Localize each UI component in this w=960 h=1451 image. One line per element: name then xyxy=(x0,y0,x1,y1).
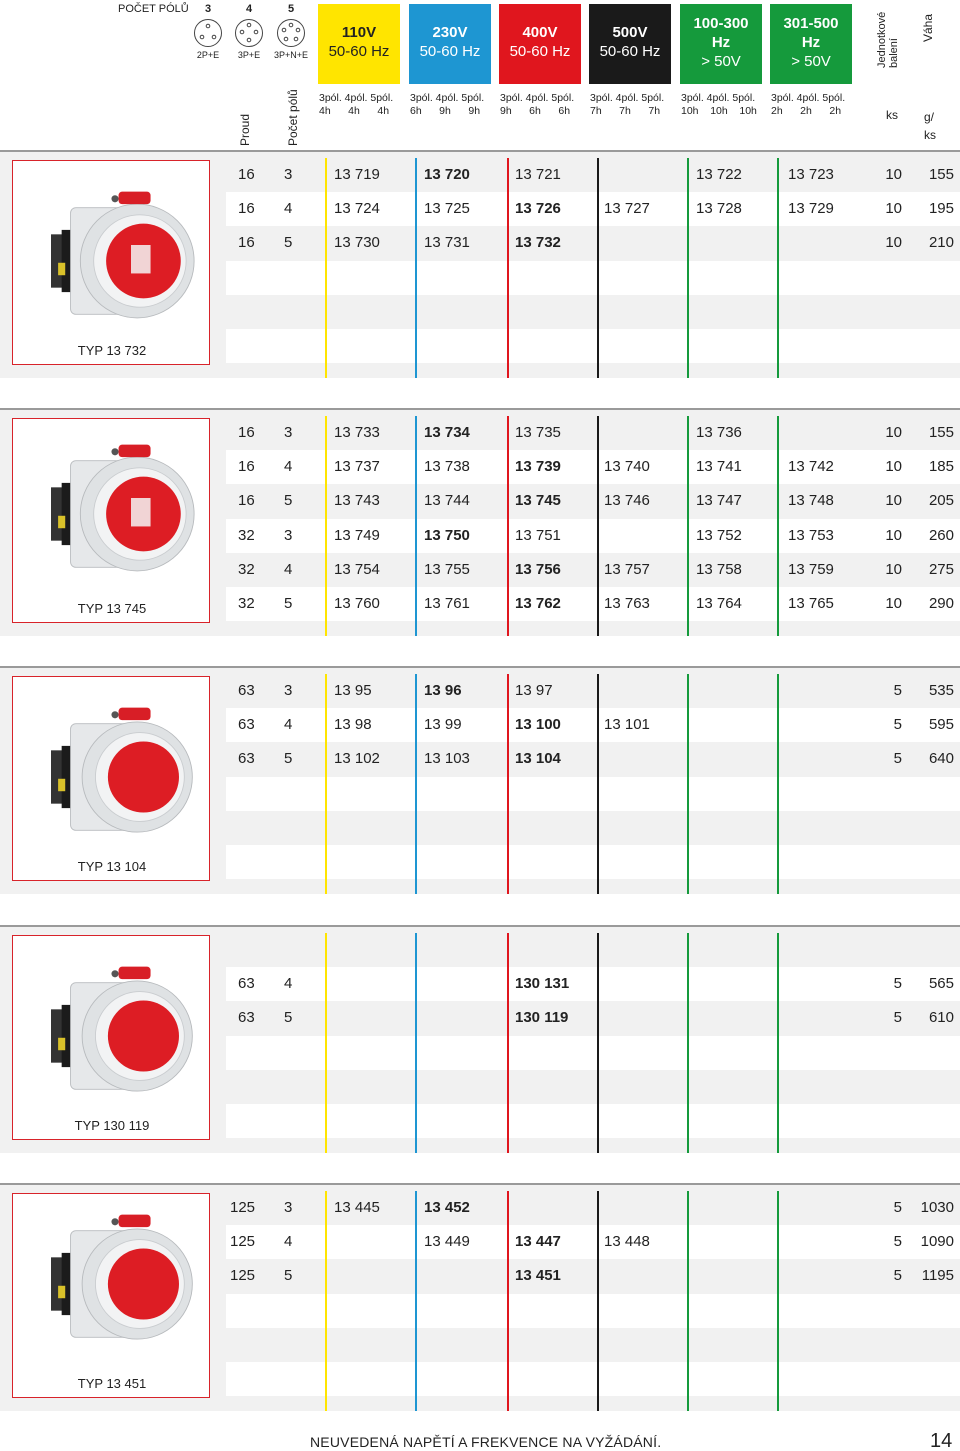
cell-f100: 13 728 xyxy=(696,200,742,218)
voltage-value: 400V xyxy=(522,24,558,41)
voltage-box xyxy=(589,4,671,84)
voltage-column-line xyxy=(507,158,509,378)
cell-ks: 10 xyxy=(885,526,902,544)
cell-poles: 5 xyxy=(284,234,293,252)
cell-v110: 13 737 xyxy=(334,458,380,476)
cell-v400: 13 447 xyxy=(515,1233,561,1251)
row-band xyxy=(226,1001,960,1035)
cell-v400: 13 762 xyxy=(515,595,561,612)
voltage-value: 230V xyxy=(432,24,468,41)
row-band xyxy=(226,1294,960,1328)
cell-proud: 16 xyxy=(238,234,255,252)
cell-v110: 13 754 xyxy=(334,560,380,578)
row-band xyxy=(226,845,960,879)
product-photo xyxy=(12,1193,210,1398)
row-band xyxy=(226,1328,960,1362)
cell-poles: 3 xyxy=(284,166,293,183)
cell-v230: 13 96 xyxy=(424,682,462,699)
cell-poles: 3 xyxy=(284,424,293,441)
cell-v400: 13 735 xyxy=(515,424,561,441)
cell-weight: 155 xyxy=(928,166,954,183)
cell-poles: 4 xyxy=(284,458,293,476)
voltage-column-line xyxy=(597,158,599,378)
cell-v230: 13 738 xyxy=(424,458,470,476)
cell-ks: 10 xyxy=(885,492,902,510)
cell-weight: 155 xyxy=(928,424,954,441)
voltage-column-line xyxy=(415,674,417,894)
pole-hours-label: 3pól. 4pól. 5pól. 4h 4h 4h xyxy=(319,92,394,117)
product-section xyxy=(0,666,960,894)
voltage-column-line xyxy=(325,158,327,378)
cell-v500: 13 727 xyxy=(604,200,650,218)
cell-poles: 4 xyxy=(284,716,293,734)
voltage-box xyxy=(409,4,491,84)
cell-weight: 1195 xyxy=(921,1267,954,1285)
cell-f100: 13 747 xyxy=(696,492,742,510)
cell-f100: 13 764 xyxy=(696,595,742,612)
cell-v400: 13 97 xyxy=(515,682,553,699)
unit-weight: g/ ks xyxy=(924,110,936,142)
cell-f301: 13 742 xyxy=(788,458,834,476)
cell-weight: 1030 xyxy=(920,1199,954,1216)
voltage-column-line xyxy=(507,674,509,894)
cell-f100: 13 758 xyxy=(696,560,742,578)
cell-weight: 640 xyxy=(928,750,954,768)
cell-v500: 13 101 xyxy=(604,716,650,734)
cell-ks: 5 xyxy=(893,1267,902,1285)
cell-weight: 195 xyxy=(928,200,954,218)
cell-poles: 5 xyxy=(284,1267,293,1285)
row-band xyxy=(226,329,960,363)
cell-proud: 125 xyxy=(230,1199,256,1216)
footer-note: NEUVEDENÁ NAPĚTÍ A FREKVENCE NA VYŽÁDÁNÍ. xyxy=(310,1434,662,1450)
cell-f301: 13 729 xyxy=(788,200,834,218)
cell-v110: 13 749 xyxy=(334,526,380,544)
col-current: Proud xyxy=(238,113,252,146)
panel-socket-icon xyxy=(27,1204,203,1364)
cell-ks: 10 xyxy=(885,595,902,612)
voltage-column-line xyxy=(597,933,599,1153)
voltage-value: 301-500 Hz xyxy=(783,15,839,51)
cell-weight: 595 xyxy=(928,716,954,734)
voltage-column-line xyxy=(687,674,689,894)
cell-ks: 10 xyxy=(885,560,902,578)
row-band xyxy=(226,933,960,967)
cell-ks: 10 xyxy=(885,458,902,476)
voltage-column-line xyxy=(597,416,599,636)
cell-v400: 13 751 xyxy=(515,526,561,544)
frequency-value: 50-60 Hz xyxy=(328,43,390,60)
cell-v110: 13 102 xyxy=(334,750,380,768)
frequency-value: 50-60 Hz xyxy=(599,43,661,60)
cell-v230: 13 755 xyxy=(424,560,470,578)
cell-poles: 5 xyxy=(284,595,293,612)
cell-poles: 3 xyxy=(284,526,293,544)
voltage-column-line xyxy=(325,674,327,894)
product-type-label: TYP 13 451 xyxy=(77,1376,147,1391)
cell-v400: 130 131 xyxy=(515,975,570,993)
frequency-value: > 50V xyxy=(791,53,831,70)
cell-proud: 16 xyxy=(238,166,255,183)
cell-v230: 13 731 xyxy=(424,234,470,252)
cell-proud: 125 xyxy=(230,1233,256,1251)
pole-hours-label: 3pól. 4pól. 5pól. 9h 6h 6h xyxy=(500,92,575,117)
voltage-column-line xyxy=(507,1191,509,1411)
socket-3pin-icon xyxy=(193,18,223,48)
cell-poles: 4 xyxy=(284,560,293,578)
voltage-column-line xyxy=(777,933,779,1153)
cell-weight: 290 xyxy=(928,595,954,612)
cell-v230: 13 99 xyxy=(424,716,462,734)
cell-v500: 13 757 xyxy=(604,560,650,578)
cell-ks: 5 xyxy=(893,682,902,699)
cell-f301: 13 723 xyxy=(788,166,834,183)
pole-count-label: POČET PÓLŮ xyxy=(118,3,189,15)
cell-f301: 13 748 xyxy=(788,492,834,510)
pole-type: 3P+E xyxy=(237,50,261,60)
cell-weight: 260 xyxy=(928,526,954,544)
cell-v500: 13 763 xyxy=(604,595,650,612)
cell-v110: 13 95 xyxy=(334,682,372,699)
voltage-box xyxy=(680,4,762,84)
cell-v230: 13 449 xyxy=(424,1233,470,1251)
pole-hours-label: 3pól. 4pól. 5pól. 7h 7h 7h xyxy=(590,92,665,117)
cell-f301: 13 753 xyxy=(788,526,834,544)
product-section xyxy=(0,150,960,378)
cell-v230: 13 744 xyxy=(424,492,470,510)
voltage-column-line xyxy=(777,674,779,894)
row-band xyxy=(226,1259,960,1293)
voltage-value: 100-300 Hz xyxy=(693,15,749,51)
cell-v400: 13 739 xyxy=(515,458,561,476)
cell-poles: 5 xyxy=(284,492,293,510)
cell-proud: 63 xyxy=(238,1009,255,1027)
voltage-column-line xyxy=(415,158,417,378)
cell-poles: 3 xyxy=(284,682,293,699)
voltage-box xyxy=(318,4,400,84)
col-poles: Počet pólů xyxy=(286,89,300,146)
cell-f301: 13 765 xyxy=(788,595,834,612)
cell-v110: 13 719 xyxy=(334,166,380,183)
cell-weight: 205 xyxy=(928,492,954,510)
section-divider xyxy=(0,666,960,668)
cell-poles: 3 xyxy=(284,1199,293,1216)
cell-f100: 13 722 xyxy=(696,166,742,183)
cell-v230: 13 750 xyxy=(424,526,470,544)
voltage-column-line xyxy=(507,416,509,636)
row-band xyxy=(226,811,960,845)
row-band xyxy=(226,1225,960,1259)
cell-proud: 32 xyxy=(238,526,255,544)
cell-v400: 13 756 xyxy=(515,560,561,578)
cell-ks: 10 xyxy=(885,166,902,183)
product-photo xyxy=(12,418,210,623)
cell-poles: 4 xyxy=(284,975,293,993)
voltage-column-line xyxy=(415,416,417,636)
cell-proud: 32 xyxy=(238,595,255,612)
frequency-value: 50-60 Hz xyxy=(509,43,571,60)
cell-ks: 10 xyxy=(885,234,902,252)
cell-v230: 13 720 xyxy=(424,166,470,183)
frequency-value: > 50V xyxy=(701,53,741,70)
voltage-column-line xyxy=(777,1191,779,1411)
section-divider xyxy=(0,925,960,927)
row-band xyxy=(226,1036,960,1070)
cell-ks: 5 xyxy=(893,750,902,768)
pole-hours-label: 3pól. 4pól. 5pól. 6h 9h 9h xyxy=(410,92,485,117)
voltage-box xyxy=(499,4,581,84)
pole-type: 2P+E xyxy=(196,50,220,60)
voltage-column-line xyxy=(325,933,327,1153)
voltage-column-line xyxy=(325,1191,327,1411)
col-package: Jednotkové balení xyxy=(876,11,900,68)
cell-ks: 5 xyxy=(893,1009,902,1027)
cell-v400: 13 726 xyxy=(515,200,561,218)
cell-ks: 10 xyxy=(885,424,902,441)
cell-f100: 13 736 xyxy=(696,424,742,441)
cell-proud: 63 xyxy=(238,716,255,734)
product-section xyxy=(0,925,960,1153)
pole-number: 4 xyxy=(245,3,253,15)
voltage-column-line xyxy=(687,416,689,636)
cell-v230: 13 725 xyxy=(424,200,470,218)
voltage-value: 500V xyxy=(612,24,648,41)
product-section xyxy=(0,1183,960,1411)
cell-v400: 13 104 xyxy=(515,750,561,768)
cell-v110: 13 445 xyxy=(334,1199,380,1216)
voltage-value: 110V xyxy=(341,24,377,41)
cell-weight: 1090 xyxy=(920,1233,954,1251)
cell-v230: 13 452 xyxy=(424,1199,470,1216)
cell-weight: 185 xyxy=(928,458,954,476)
cell-v500: 13 746 xyxy=(604,492,650,510)
page-number: 14 xyxy=(930,1430,953,1451)
cell-f301: 13 759 xyxy=(788,560,834,578)
cell-f100: 13 752 xyxy=(696,526,742,544)
cell-proud: 63 xyxy=(238,975,255,993)
cell-v400: 130 119 xyxy=(515,1009,569,1027)
voltage-column-line xyxy=(687,1191,689,1411)
cell-ks: 5 xyxy=(893,1199,902,1216)
row-band xyxy=(226,1104,960,1138)
row-band xyxy=(226,967,960,1001)
cell-proud: 32 xyxy=(238,560,255,578)
socket-5pin-icon xyxy=(276,18,306,48)
frequency-value: 50-60 Hz xyxy=(419,43,481,60)
panel-socket-icon xyxy=(27,434,203,594)
socket-4pin-icon xyxy=(234,18,264,48)
row-band xyxy=(226,777,960,811)
cell-proud: 125 xyxy=(230,1267,256,1285)
cell-v400: 13 451 xyxy=(515,1267,561,1285)
cell-v400: 13 745 xyxy=(515,492,561,510)
section-divider xyxy=(0,150,960,152)
cell-v400: 13 732 xyxy=(515,234,561,252)
pole-type: 3P+N+E xyxy=(273,50,309,60)
cell-ks: 5 xyxy=(893,975,902,993)
row-band xyxy=(226,1362,960,1396)
cell-v110: 13 733 xyxy=(334,424,380,441)
product-photo xyxy=(12,935,210,1140)
section-divider xyxy=(0,1183,960,1185)
cell-proud: 16 xyxy=(238,492,255,510)
product-type-label: TYP 13 104 xyxy=(77,859,147,874)
voltage-column-line xyxy=(597,674,599,894)
unit-ks: ks xyxy=(886,108,898,122)
product-type-label: TYP 130 119 xyxy=(74,1118,150,1133)
pole-5 xyxy=(266,3,316,60)
panel-socket-icon xyxy=(27,956,203,1116)
pole-hours-label: 3pól. 4pól. 5pól. 10h 10h 10h xyxy=(681,92,757,117)
cell-v230: 13 761 xyxy=(424,595,470,612)
row-band xyxy=(226,295,960,329)
cell-v110: 13 730 xyxy=(334,234,380,252)
cell-v230: 13 103 xyxy=(424,750,470,768)
cell-proud: 63 xyxy=(238,750,255,768)
panel-socket-icon xyxy=(27,181,203,341)
voltage-column-line xyxy=(325,416,327,636)
pole-number: 3 xyxy=(204,3,212,15)
col-weight: Váha xyxy=(921,13,935,42)
voltage-column-line xyxy=(777,416,779,636)
voltage-column-line xyxy=(597,1191,599,1411)
cell-proud: 16 xyxy=(238,424,255,441)
voltage-column-line xyxy=(687,158,689,378)
product-photo xyxy=(12,676,210,881)
cell-weight: 610 xyxy=(928,1009,954,1027)
cell-weight: 535 xyxy=(928,682,954,699)
cell-v500: 13 740 xyxy=(604,458,650,476)
row-band xyxy=(226,1070,960,1104)
panel-socket-icon xyxy=(27,697,203,857)
cell-poles: 5 xyxy=(284,1009,293,1027)
cell-v110: 13 724 xyxy=(334,200,380,218)
cell-v110: 13 760 xyxy=(334,595,380,612)
voltage-column-line xyxy=(415,933,417,1153)
voltage-column-line xyxy=(415,1191,417,1411)
row-band xyxy=(226,261,960,295)
cell-v500: 13 448 xyxy=(604,1233,650,1251)
cell-v110: 13 98 xyxy=(334,716,372,734)
product-type-label: TYP 13 732 xyxy=(77,343,147,358)
pole-number: 5 xyxy=(287,3,295,15)
product-type-label: TYP 13 745 xyxy=(77,601,147,616)
cell-weight: 275 xyxy=(928,560,954,578)
voltage-box xyxy=(770,4,852,84)
cell-proud: 16 xyxy=(238,200,255,218)
cell-poles: 4 xyxy=(284,1233,293,1251)
cell-v400: 13 100 xyxy=(515,716,561,734)
section-divider xyxy=(0,408,960,410)
cell-v230: 13 734 xyxy=(424,424,470,441)
product-photo xyxy=(12,160,210,365)
voltage-column-line xyxy=(777,158,779,378)
cell-f100: 13 741 xyxy=(696,458,742,476)
cell-weight: 565 xyxy=(928,975,954,993)
voltage-column-line xyxy=(507,933,509,1153)
cell-proud: 63 xyxy=(238,682,255,699)
cell-weight: 210 xyxy=(928,234,954,252)
cell-proud: 16 xyxy=(238,458,255,476)
voltage-column-line xyxy=(687,933,689,1153)
pole-hours-label: 3pól. 4pól. 5pól. 2h 2h 2h xyxy=(771,92,846,117)
cell-ks: 10 xyxy=(885,200,902,218)
cell-v110: 13 743 xyxy=(334,492,380,510)
cell-v400: 13 721 xyxy=(515,166,561,183)
cell-ks: 5 xyxy=(893,716,902,734)
cell-poles: 4 xyxy=(284,200,293,218)
cell-ks: 5 xyxy=(893,1233,902,1251)
cell-poles: 5 xyxy=(284,750,293,768)
product-section xyxy=(0,408,960,636)
